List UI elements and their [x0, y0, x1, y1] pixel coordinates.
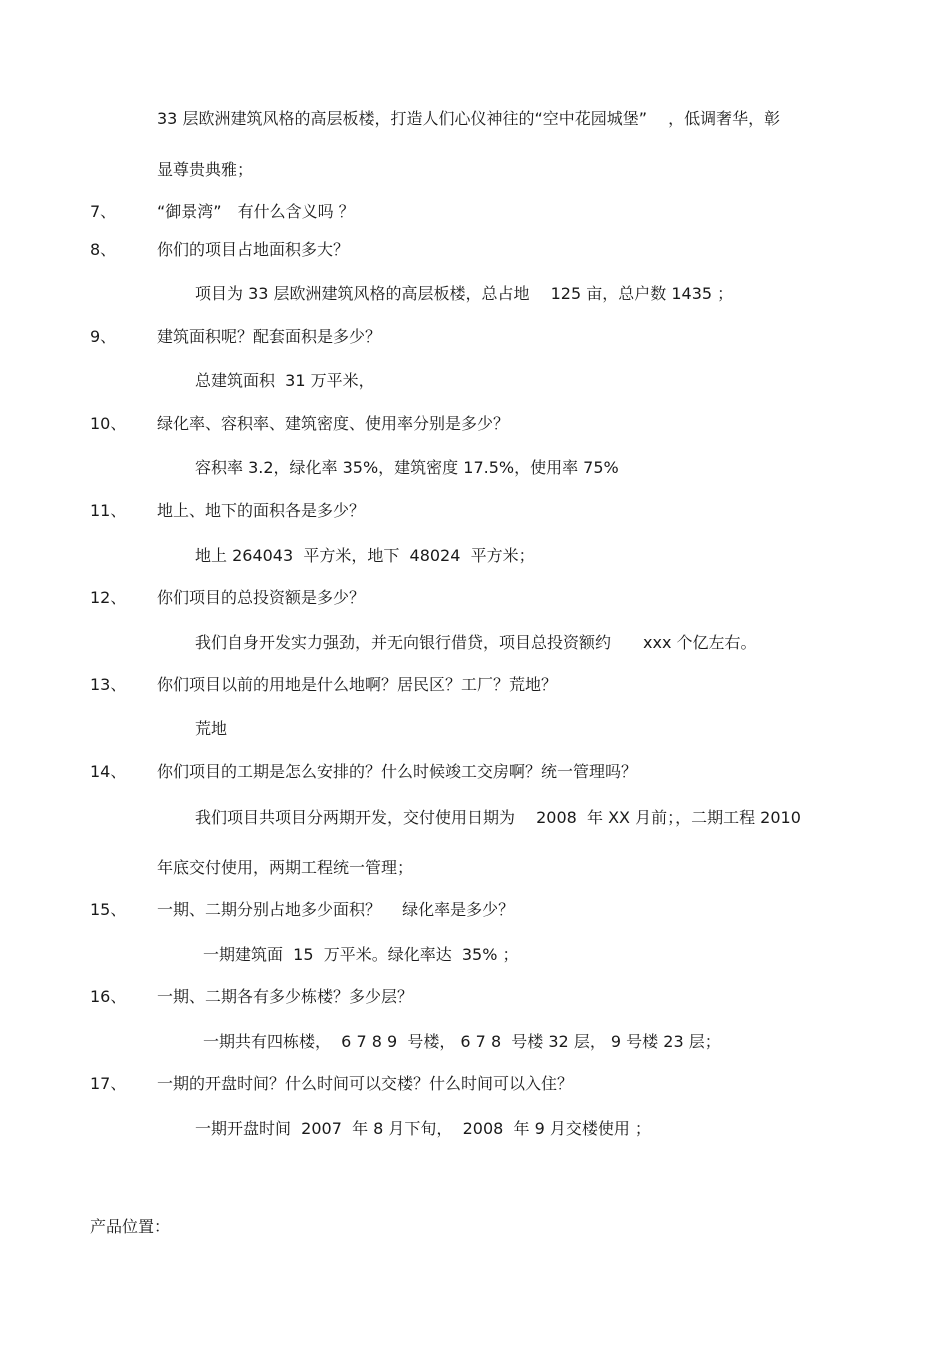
- section-label: 产品位置：: [90, 1217, 171, 1236]
- item-number: 14、: [90, 762, 127, 781]
- item-number: 16、: [90, 987, 127, 1006]
- question-text: 你们项目的工期是怎么安排的？什么时候竣工交房啊？统一管理吗？: [157, 762, 638, 781]
- answer-text: 我们项目共项目分两期开发，交付使用日期为 2008 年 XX 月前；，二期工程 2010: [195, 808, 801, 827]
- question-text: “御景湾” 有什么含义吗 ？: [157, 202, 355, 221]
- question-text: 绿化率、容积率、建筑密度、使用率分别是多少？: [157, 414, 510, 433]
- question-text: 你们项目的总投资额是多少？: [157, 588, 366, 607]
- item-number: 9、: [90, 327, 117, 346]
- question-text: 一期的开盘时间？什么时间可以交楼？什么时间可以入住？: [157, 1074, 574, 1093]
- answer-text: 年底交付使用，两期工程统一管理；: [157, 858, 414, 877]
- intro-line-1: 33 层欧洲建筑风格的高层板楼，打造人们心仪神往的“空中花园城堡” ，低调奢华，彰: [157, 109, 781, 128]
- intro-line-2: 显尊贵典雅；: [157, 160, 254, 179]
- item-number: 13、: [90, 675, 127, 694]
- question-text: 你们的项目占地面积多大？: [157, 240, 350, 259]
- item-number: 10、: [90, 414, 127, 433]
- answer-text: 容积率 3.2，绿化率 35%，建筑密度 17.5%，使用率 75%: [195, 458, 619, 477]
- answer-text: 一期建筑面 15 万平米。绿化率达 35% ；: [203, 945, 519, 964]
- item-number: 12、: [90, 588, 127, 607]
- item-number: 7、: [90, 202, 117, 221]
- item-number: 8、: [90, 240, 117, 259]
- item-number: 15、: [90, 900, 127, 919]
- answer-text: 总建筑面积 31 万平米，: [195, 371, 375, 390]
- answer-text: 一期开盘时间 2007 年 8 月下旬， 2008 年 9 月交楼使用 ；: [195, 1119, 651, 1138]
- item-number: 17、: [90, 1074, 127, 1093]
- question-text: 一期、二期分别占地多少面积？ 绿化率是多少？: [157, 900, 515, 919]
- question-text: 地上、地下的面积各是多少？: [157, 501, 366, 520]
- question-text: 一期、二期各有多少栋楼？多少层？: [157, 987, 414, 1006]
- answer-text: 一期共有四栋楼， 6 7 8 9 号楼， 6 7 8 号楼 32 层， 9 号楼 23 层；: [203, 1032, 721, 1051]
- answer-text: 项目为 33 层欧洲建筑风格的高层板楼，总占地 125 亩，总户数 1435 ；: [195, 284, 734, 303]
- answer-text: 我们自身开发实力强劲，并无向银行借贷，项目总投资额约 xxx 个亿左右。: [195, 633, 757, 652]
- answer-text: 荒地: [195, 719, 228, 738]
- question-text: 你们项目以前的用地是什么地啊？居民区？工厂？荒地？: [157, 675, 558, 694]
- item-number: 11、: [90, 501, 127, 520]
- answer-text: 地上 264043 平方米，地下 48024 平方米；: [195, 546, 535, 565]
- question-text: 建筑面积呢？配套面积是多少？: [157, 327, 382, 346]
